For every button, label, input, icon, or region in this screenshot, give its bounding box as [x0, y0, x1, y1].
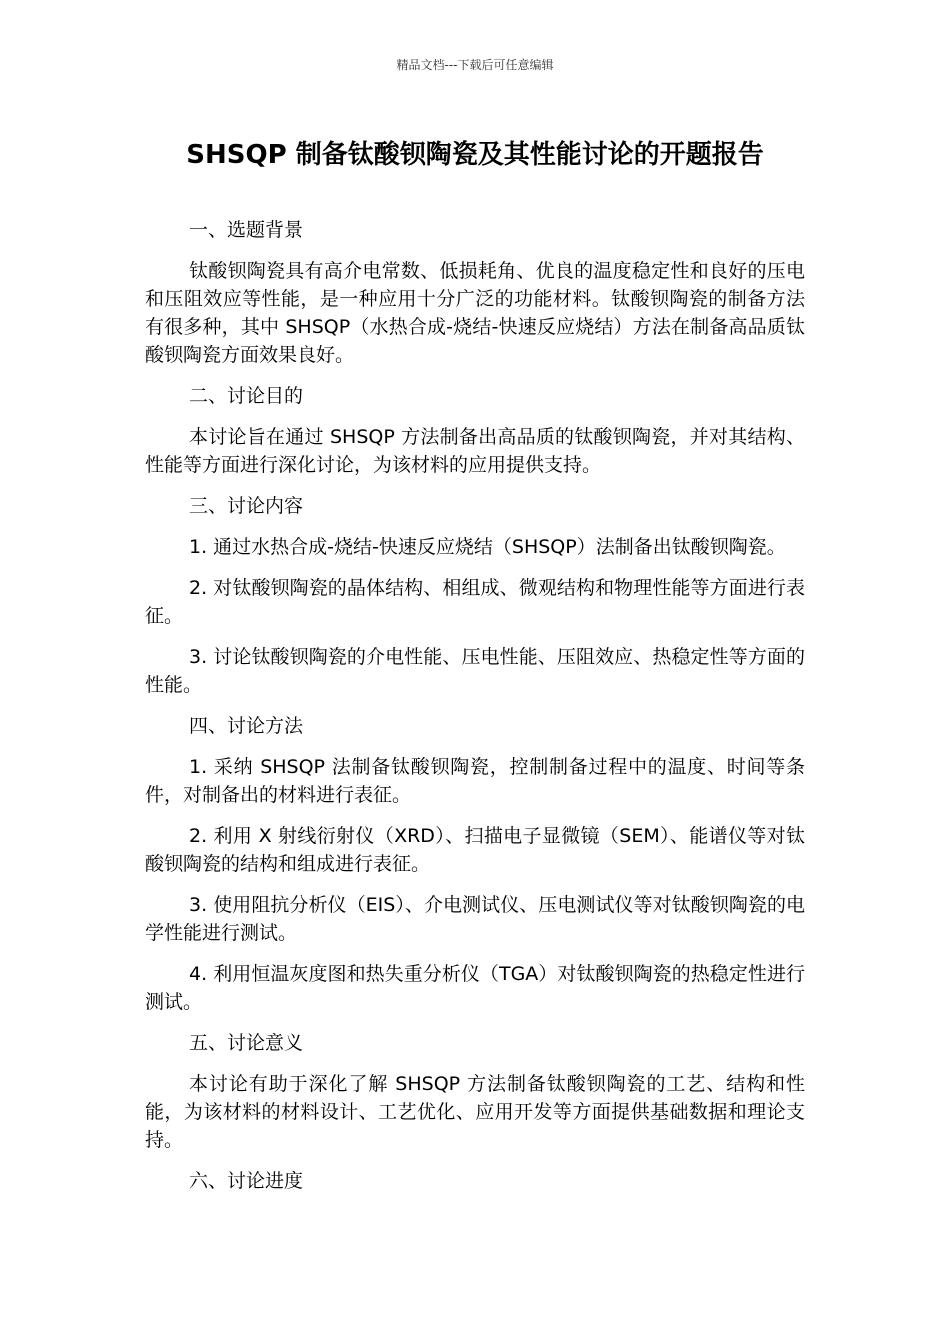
- section-heading-background: 一、选题背景: [189, 219, 304, 241]
- section-heading-purpose: 二、讨论目的: [189, 385, 304, 407]
- list-item: 2. 对钛酸钡陶瓷的晶体结构、相组成、微观结构和物理性能等方面进行表征。: [145, 577, 805, 627]
- section-heading-schedule: 六、讨论进度: [189, 1170, 304, 1192]
- list-item: 1. 通过水热合成-烧结-快速反应烧结（SHSQP）法制备出钛酸钡陶瓷。: [189, 536, 786, 558]
- list-item: 1. 采纳 SHSQP 法制备钛酸钡陶瓷，控制制备过程中的温度、时间等条件，对制备出的材料进行表征。: [145, 756, 805, 806]
- paragraph: 本讨论有助于深化了解 SHSQP 方法制备钛酸钡陶瓷的工艺、结构和性能，为该材料的材料设计、工艺优化、应用开发等方面提供基础数据和理论支持。: [145, 1073, 805, 1151]
- document-title: SHSQP 制备钛酸钡陶瓷及其性能讨论的开题报告: [186, 140, 764, 170]
- paragraph: 钛酸钡陶瓷具有高介电常数、低损耗角、优良的温度稳定性和良好的压电和压阻效应等性能，是一种应用十分广泛的功能材料。钛酸钡陶瓷的制备方法有很多种，其中 SHSQP（水热合成-烧结-快速反应烧结）方法在制备高品质钛酸钡陶瓷方面效果良好。: [145, 260, 805, 366]
- section-heading-content: 三、讨论内容: [189, 495, 304, 517]
- list-item: 3. 使用阻抗分析仪（EIS）、介电测试仪、压电测试仪等对钛酸钡陶瓷的电学性能进行测试。: [145, 894, 805, 944]
- page-header-watermark: 精品文档---下载后可任意编辑: [396, 58, 554, 72]
- list-item: 4. 利用恒温灰度图和热失重分析仪（TGA）对钛酸钡陶瓷的热稳定性进行测试。: [145, 963, 805, 1013]
- list-item: 3. 讨论钛酸钡陶瓷的介电性能、压电性能、压阻效应、热稳定性等方面的性能。: [145, 646, 805, 696]
- section-heading-significance: 五、讨论意义: [189, 1032, 304, 1054]
- section-heading-methods: 四、讨论方法: [189, 715, 304, 737]
- list-item: 2. 利用 X 射线衍射仪（XRD）、扫描电子显微镜（SEM）、能谱仪等对钛酸钡陶瓷的结构和组成进行表征。: [145, 825, 805, 875]
- paragraph: 本讨论旨在通过 SHSQP 方法制备出高品质的钛酸钡陶瓷，并对其结构、性能等方面进行深化讨论，为该材料的应用提供支持。: [145, 426, 805, 476]
- document-body: [145, 216, 805, 1208]
